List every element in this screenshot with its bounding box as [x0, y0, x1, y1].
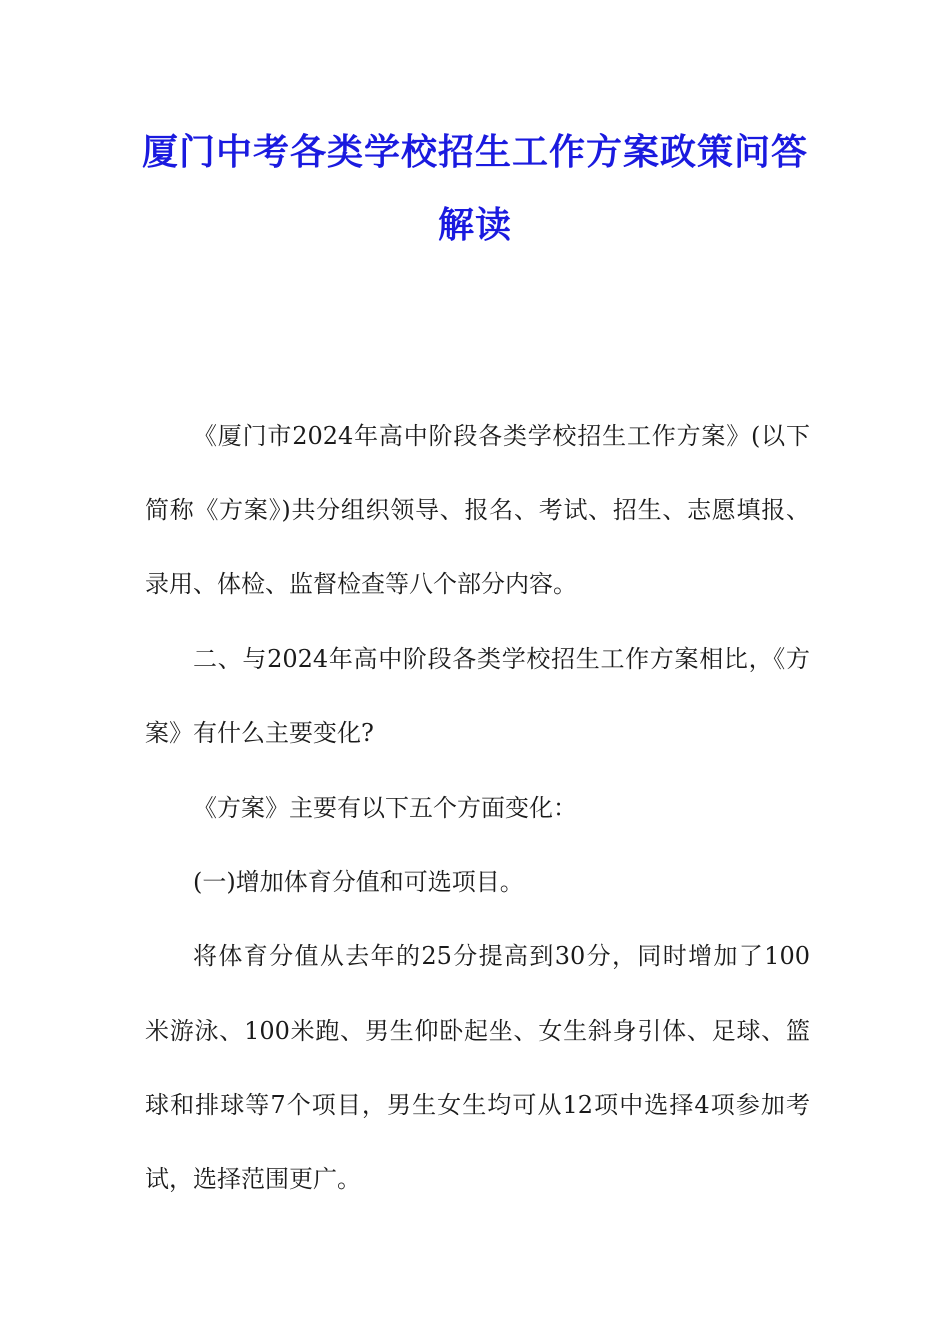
document-title-line-1: 厦门中考各类学校招生工作方案政策问答: [141, 132, 808, 173]
paragraph-1-line-3: 录用、体检、监督检查等八个部分内容。: [145, 570, 577, 598]
paragraph-5-line-2: 米游泳、100米跑、男生仰卧起坐、女生斜身引体、足球、篮: [145, 1017, 810, 1045]
paragraph-1-line-1: 《厦门市2024年高中阶段各类学校招生工作方案》(以下: [193, 422, 810, 450]
paragraph-5-line-4: 试，选择范围更广。: [145, 1165, 361, 1193]
paragraph-5-line-1: 将体育分值从去年的25分提高到30分，同时增加了100: [193, 942, 810, 970]
paragraph-5-line-3: 球和排球等7个项目，男生女生均可从12项中选择4项参加考: [145, 1091, 810, 1119]
paragraph-2-line-1: 二、与2024年高中阶段各类学校招生工作方案相比，《方: [193, 645, 810, 673]
paragraph-1-line-2: 简称《方案》)共分组织领导、报名、考试、招生、志愿填报、: [145, 496, 810, 524]
paragraph-3-line-1: 《方案》主要有以下五个方面变化：: [193, 794, 577, 822]
document-title-line-2: 解读: [437, 205, 512, 246]
paragraph-2-line-2: 案》有什么主要变化?: [145, 719, 374, 747]
paragraph-4-line-1: (一)增加体育分值和可选项目。: [193, 868, 524, 896]
